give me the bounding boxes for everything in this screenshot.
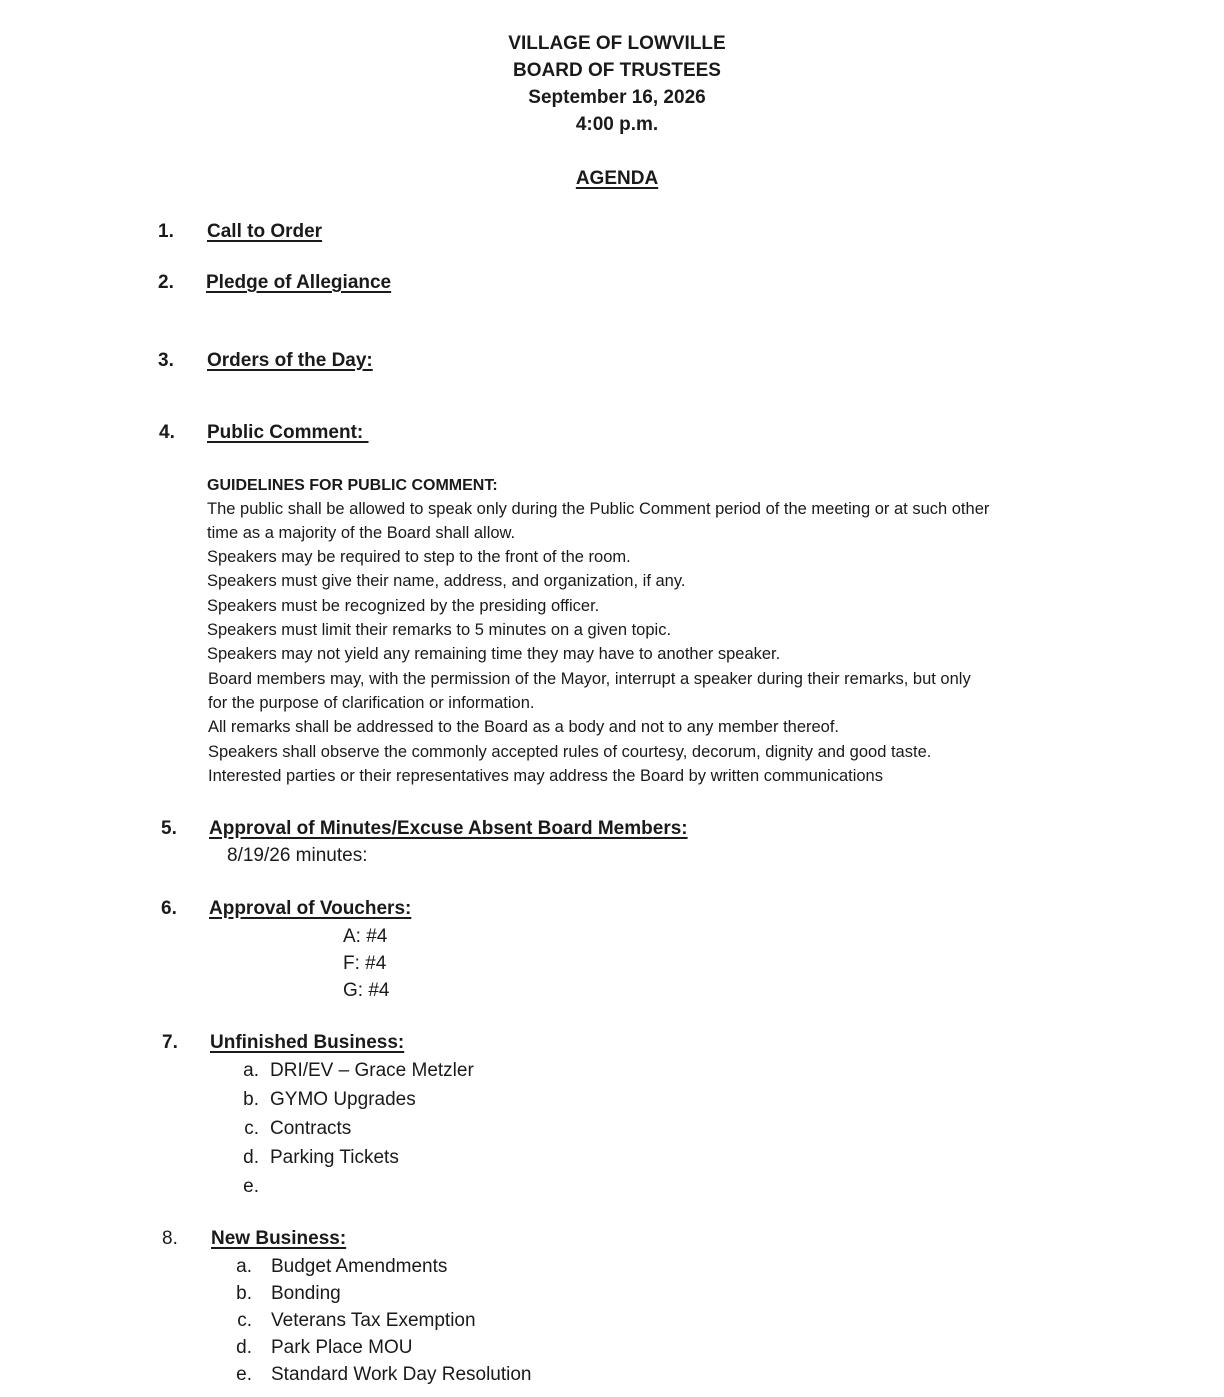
item-5-title: Approval of Minutes/Excuse Absent Board Members: [209,818,688,839]
new-business-letter: d. [236,1337,252,1358]
guideline-line: Speakers may be required to step to the front of the room. [207,548,631,566]
guideline-line: Speakers must limit their remarks to 5 minutes on a given topic. [207,621,672,639]
guideline-line: All remarks shall be addressed to the Board as a body and not to any member thereof. [208,718,840,736]
item-6-number: 6. [161,898,177,919]
voucher-entry: F: #4 [343,953,387,974]
unfinished-item-text: DRI/EV – Grace Metzler [270,1060,474,1081]
header-line-2: BOARD OF TRUSTEES [513,60,721,81]
unfinished-item-text: Parking Tickets [270,1147,399,1168]
new-business-text: Standard Work Day Resolution [271,1364,532,1385]
new-business-letter: e. [236,1364,252,1385]
header-line-1: VILLAGE OF LOWVILLE [508,33,726,54]
unfinished-item-letter: e. [243,1176,259,1197]
guidelines-title: GUIDELINES FOR PUBLIC COMMENT: [207,477,498,494]
guideline-line: for the purpose of clarification or information. [208,694,535,712]
new-business-text: Veterans Tax Exemption [271,1310,476,1331]
item-4-title: Public Comment: [207,422,369,443]
item-3-title: Orders of the Day: [207,350,373,371]
item-7-title: Unfinished Business: [210,1032,405,1053]
item-7-number: 7. [162,1032,178,1053]
item-8-title: New Business: [211,1228,347,1249]
new-business-text: Park Place MOU [271,1337,413,1358]
new-business-letter: c. [237,1310,252,1331]
unfinished-item-letter: c. [244,1118,259,1139]
unfinished-item-letter: d. [243,1147,259,1168]
meeting-time: 4:00 p.m. [575,114,659,135]
item-5-number: 5. [161,818,177,839]
item-8-number: 8. [162,1228,178,1249]
guideline-line: Interested parties or their representatives may address the Board by written communications [208,767,883,785]
guideline-line: time as a majority of the Board shall allow. [207,524,516,542]
unfinished-item-letter: b. [243,1089,259,1110]
item-2-title: Pledge of Allegiance [206,272,392,293]
item-1-title: Call to Order [207,221,323,242]
item-3-number: 3. [158,350,174,371]
guideline-line: Speakers must give their name, address, and organization, if any. [207,572,686,590]
guideline-line: Board members may, with the permission of the Mayor, interrupt a speaker during their remarks, but only [208,670,971,688]
agenda-title-text: AGENDA [575,168,659,189]
item-1-number: 1. [158,221,174,242]
voucher-entry: G: #4 [343,980,390,1001]
guideline-line: Speakers may not yield any remaining time they may have to another speaker. [207,645,781,663]
new-business-letter: b. [236,1283,252,1304]
unfinished-item-text: Contracts [270,1118,352,1139]
item-2-number: 2. [158,272,174,293]
item-6-title: Approval of Vouchers: [209,898,412,919]
unfinished-item-text: GYMO Upgrades [270,1089,416,1110]
new-business-text: Bonding [271,1283,341,1304]
new-business-text: Budget Amendments [271,1256,448,1277]
voucher-entry: A: #4 [343,926,388,947]
guideline-line: The public shall be allowed to speak only during the Public Comment period of the meeting or at such other [207,500,990,518]
unfinished-item-letter: a. [243,1060,259,1081]
guideline-line: Speakers shall observe the commonly accepted rules of courtesy, decorum, dignity and good taste. [208,743,932,761]
agenda-title [0,165,1224,192]
item-4-number: 4. [159,422,175,443]
minutes-entry: 8/19/26 minutes: [227,845,368,866]
meeting-date: September 16, 2026 [528,87,706,108]
new-business-letter: a. [236,1256,252,1277]
guideline-line: Speakers must be recognized by the presiding officer. [207,597,600,615]
